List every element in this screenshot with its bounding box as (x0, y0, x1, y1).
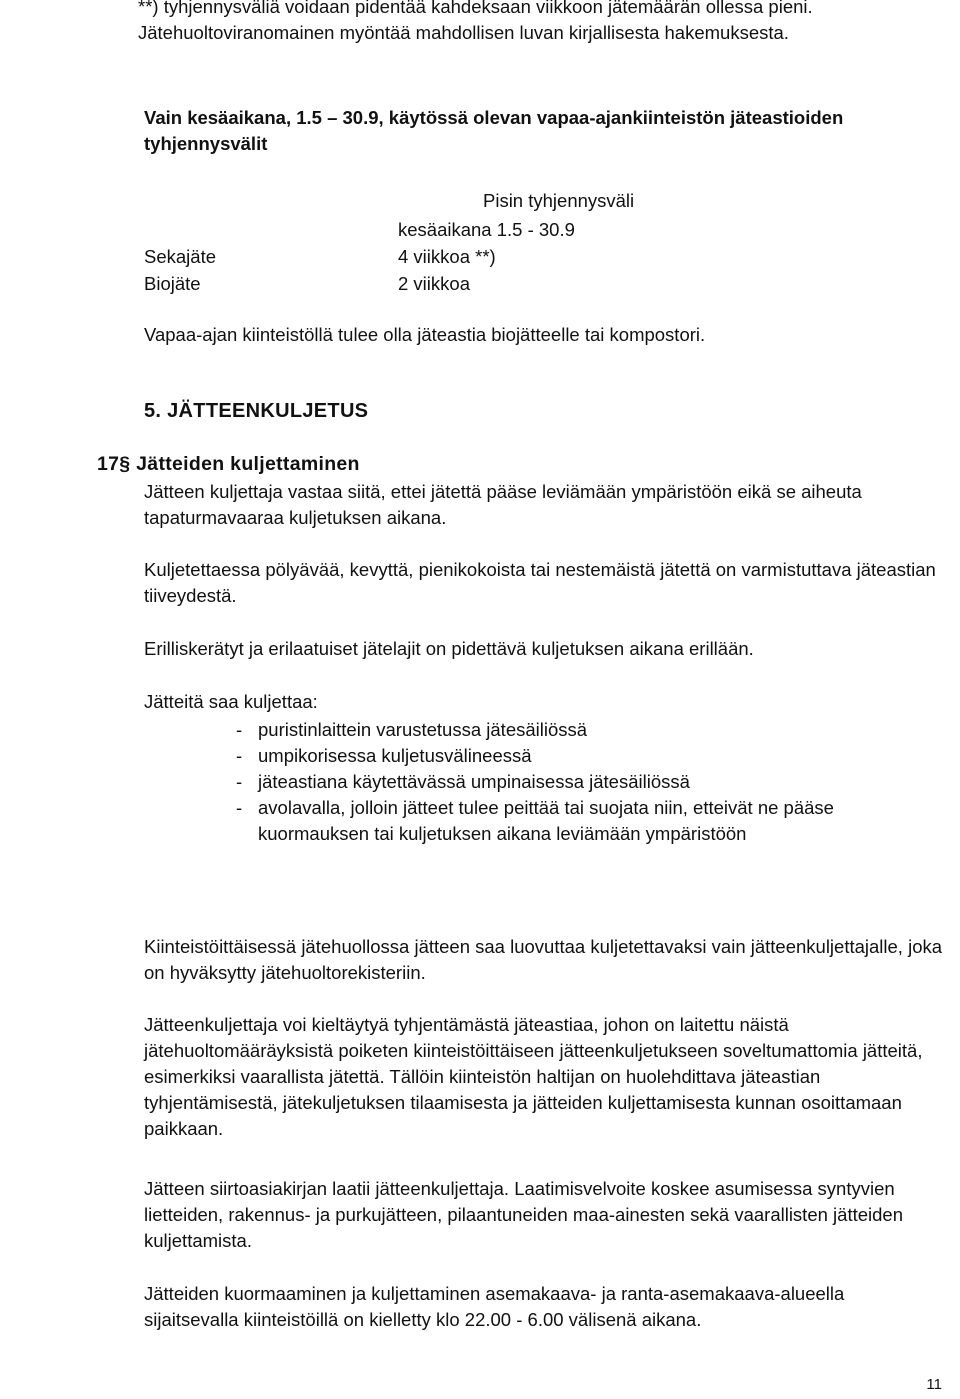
paragraph: Erilliskerätyt ja erilaatuiset jätelajit on pidettävä kuljetuksen aikana erillään. (144, 638, 754, 659)
list-item (236, 769, 948, 795)
list-dash: - (236, 745, 243, 766)
subsection-heading: 17§ Jätteiden kuljettaminen (97, 453, 360, 475)
table-row-label: Sekajäte (144, 246, 216, 267)
list-item-text: jäteastiana käytettävässä umpinaisessa jätesäiliössä (258, 771, 690, 792)
table-header-line1: Pisin tyhjennysväli (483, 190, 635, 211)
list-dash: - (236, 797, 243, 818)
list-item-text: puristinlaittein varustetussa jätesäiliössä (258, 719, 588, 740)
intro-note: **) tyhjennysväliä voidaan pidentää kahdeksaan viikkoon jätemäärän ollessa pieni. Jätehuoltoviranomainen myöntää mahdollisen luvan kirjallisesta hakemuksesta. (138, 0, 813, 43)
summer-heading: Vain kesäaikana, 1.5 – 30.9, käytössä olevan vapaa-ajankiinteistön jäteastioiden tyhjennysvälit (144, 107, 844, 154)
paragraph: Jätteen kuljettaja vastaa siitä, ettei jätettä pääse leviämään ympäristöön eikä se aiheuta tapaturmavaaraa kuljetuksen aikana. (144, 481, 862, 528)
paragraph: Jätteitä saa kuljettaa: (144, 691, 318, 712)
table-header-line2: kesäaikana 1.5 - 30.9 (398, 219, 575, 240)
table-row-label: Biojäte (144, 273, 201, 294)
list-item-text: avolavalla, jolloin jätteet tulee peittää tai suojata niin, etteivät ne pääse kuormauksen tai kuljetuksen aikana leviämään ympäristöön (258, 797, 834, 844)
list-dash: - (236, 771, 243, 792)
paragraph: Jätteiden kuormaaminen ja kuljettaminen asemakaava- ja ranta-asemakaava-alueella sijaitsevalla kiinteistöillä on kielletty klo 22.00 - 6.00 välisenä aikana. (144, 1283, 845, 1330)
list-item (236, 743, 948, 769)
table-row-value: 4 viikkoa **) (398, 246, 496, 267)
list-item (236, 717, 948, 743)
paragraph: Kiinteistöittäisessä jätehuollossa jätteen saa luovuttaa kuljetettavaksi vain jätteenkuljettajalle, joka on hyväksytty jätehuoltorekisteriin. (144, 936, 943, 983)
paragraph: Jätteen siirtoasiakirjan laatii jätteenkuljettaja. Laatimisvelvoite koskee asumisessa syntyvien lietteiden, rakennus- ja purkujätteen, pilaantuneiden maa-ainesten sekä vaarallisten jätteiden kuljettamista. (144, 1178, 903, 1251)
paragraph: Kuljetettaessa pölyävää, kevyttä, pienikokoista tai nestemäistä jätettä on varmistuttava jäteastian tiiveydestä. (144, 559, 936, 606)
section-heading: 5. JÄTTEENKULJETUS (144, 400, 369, 422)
list-dash: - (236, 719, 243, 740)
list-item-text: umpikorisessa kuljetusvälineessä (258, 745, 532, 766)
list-item (236, 795, 948, 847)
table-row-value: 2 viikkoa (398, 273, 470, 294)
page-number: 11 (926, 1376, 942, 1393)
table-note: Vapaa-ajan kiinteistöllä tulee olla jäteastia biojätteelle tai kompostori. (144, 324, 706, 345)
paragraph: Jätteenkuljettaja voi kieltäytyä tyhjentämästä jäteastiaa, johon on laitettu näistä jätehuoltomääräyksistä poiketen kiinteistöittäiseen jätteenkuljetukseen soveltumattomia jätteitä, esimerkiksi vaarallista jätettä. Tällöin kiinteistön haltijan on huolehdittava jäteastian tyhjentämisestä, jätekuljetuksen tilaamisesta ja jätteiden kuljettamisesta kunnan osoittamaan paikkaan. (144, 1014, 923, 1139)
